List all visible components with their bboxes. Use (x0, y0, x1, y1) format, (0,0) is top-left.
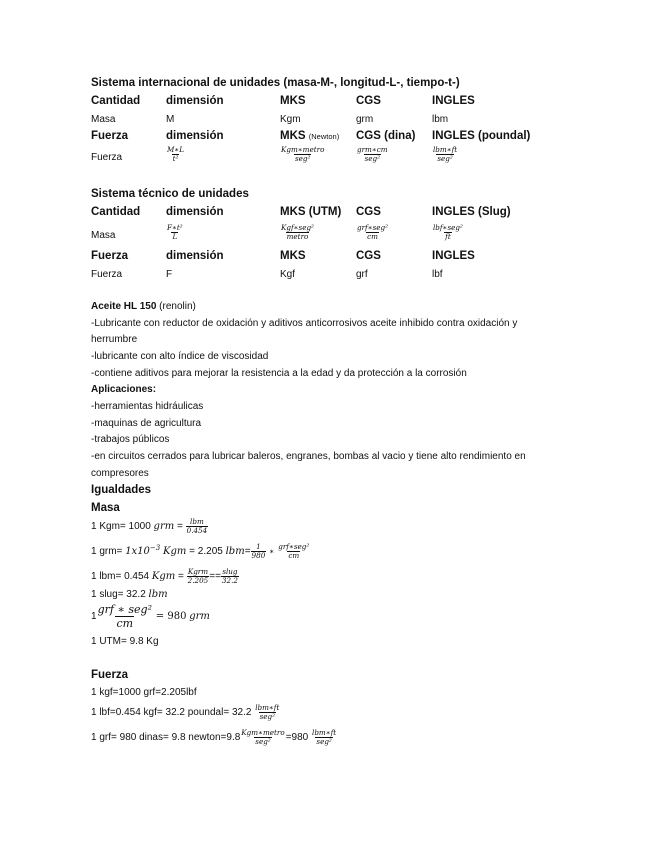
oil-app-4: -en circuitos cerrados para lubricar baleros, engranes, bombas al vacio y tiene alto rendimiento en (91, 451, 526, 462)
frac-den: seg² (255, 737, 271, 746)
eq-fuerza-line-1: 1 kgf=1000 grf=2.205lbf (91, 687, 197, 698)
si-col-cantidad: Cantidad (91, 95, 141, 107)
tech-col-ingles: INGLES (Slug) (432, 206, 511, 218)
frac-den: L (172, 232, 178, 242)
tech-masa-frac-dim (166, 224, 184, 242)
frac-den: 0.454 (186, 526, 208, 535)
oil-apps-title: Aplicaciones: (91, 384, 157, 395)
oil-app-5: compresores (91, 468, 149, 479)
tech-masa-frac-cgs (356, 224, 389, 242)
eq-text: 1 Kgm= 1000 (91, 521, 151, 533)
tech-fuerza-dimension: dimensión (166, 250, 224, 262)
tech-masa-frac-mks (280, 224, 315, 242)
frac-num: Kgm∗metro (281, 145, 325, 155)
eq-text: 1 lbm= 0.454 (91, 571, 150, 583)
frac-num: grf∗seg² (278, 542, 310, 551)
frac-num: Kgm∗metro (241, 728, 285, 737)
si-col-ingles: INGLES (432, 95, 475, 107)
frac-den: metro (286, 232, 309, 242)
frac-den: ft (445, 232, 451, 242)
eq-masa-line-5 (91, 603, 210, 630)
si-fuerza-dimension: dimensión (166, 130, 224, 142)
oil-line-1: -Lubricante con reductor de oxidación y aditivos anticorrosivos aceite inhibido contra oxidación y (91, 318, 518, 329)
tech-masa-frac-ingles (432, 224, 464, 242)
frac-num: grf ∗ seg² (97, 603, 153, 616)
eq-unit: Kgm (151, 571, 176, 583)
si-fuerza-frac-ingles (432, 146, 458, 164)
frac-num: Kgf∗seg² (281, 223, 314, 233)
si-row-masa-mks: Kgm (280, 114, 301, 125)
eq-masa-line-3 (91, 568, 239, 585)
eq-fuerza-line-3 (91, 729, 337, 746)
oil-title (91, 299, 196, 316)
frac-den: cm (288, 551, 300, 560)
si-fuerza-cgs: CGS (dina) (356, 130, 416, 142)
eq-masa-title: Masa (91, 502, 120, 514)
eq-text: 1 lbf=0.454 kgf= 32.2 poundal= 32.2 (91, 707, 252, 719)
tech-row-fuerza-dim: F (166, 269, 173, 280)
eq-text: =980 (285, 732, 309, 744)
tech-fuerza-ingles: INGLES (432, 250, 475, 262)
tech-fuerza-cgs: CGS (356, 250, 381, 262)
tech-row-fuerza-ingles: lbf (432, 269, 443, 280)
oil-app-1: -herramientas hidráulicas (91, 401, 204, 412)
tech-col-cgs: CGS (356, 206, 381, 218)
frac-den: seg² (364, 154, 381, 164)
frac-num: lbm∗ft (433, 145, 458, 155)
si-col-mks: MKS (280, 95, 306, 107)
eq-masa-line-6: 1 UTM= 9.8 Kg (91, 636, 159, 647)
frac-den: cm (116, 617, 134, 630)
oil-title-bold: Aceite HL 150 (91, 301, 157, 312)
frac-num: lbm (190, 517, 204, 526)
eq-fuerza-title: Fuerza (91, 669, 129, 681)
frac-num: 1 (256, 542, 261, 551)
oil-line-2: herrumbre (91, 334, 138, 345)
tech-row-fuerza-mks: Kgf (280, 269, 296, 280)
frac-num: F∗t² (167, 223, 183, 233)
si-fuerza-frac-mks (280, 146, 325, 164)
tech-col-mks: MKS (UTM) (280, 206, 342, 218)
frac-den: t² (172, 154, 179, 164)
frac-den: cm (367, 232, 378, 242)
frac-num: Kgrm (187, 567, 209, 576)
frac-den: seg² (437, 154, 453, 164)
frac-den: seg² (259, 712, 275, 721)
oil-app-2: -maquinas de agricultura (91, 418, 202, 429)
oil-app-3: -trabajos públicos (91, 434, 170, 445)
tech-fuerza-header: Fuerza (91, 250, 129, 262)
si-fuerza-frac-cgs (356, 146, 389, 164)
si-row-masa-label: Masa (91, 114, 116, 125)
si-row-masa-cgs: grm (356, 114, 374, 125)
si-col-cgs: CGS (356, 95, 381, 107)
eq-unit: lbm (148, 589, 168, 600)
si-row-masa-ingles: lbm (432, 114, 449, 125)
si-row-fuerza-label: Fuerza (91, 152, 123, 163)
eq-unit: grm (153, 521, 175, 533)
tech-row-fuerza-label: Fuerza (91, 269, 123, 280)
eq-math: 1x10 (125, 546, 150, 558)
eq-sign: = 2.205 (189, 546, 223, 558)
eq-masa-line-1 (91, 518, 208, 535)
tech-title: Sistema técnico de unidades (91, 188, 249, 200)
tech-col-cantidad: Cantidad (91, 206, 141, 218)
eq-masa-line-2 (91, 543, 310, 560)
frac-den: seg² (294, 154, 311, 164)
frac-num: grf∗seg² (357, 223, 389, 233)
eq-text: 1 grf= 980 dinas= 9.8 newton=9.8 (91, 732, 241, 744)
frac-num: lbm∗ft (312, 728, 337, 737)
eq-exponent: −3 (149, 543, 161, 552)
frac-num: slug (222, 567, 238, 576)
eq-masa-line-4 (91, 589, 168, 600)
eq-sign: = (178, 571, 184, 583)
eq-unit: Kgm (163, 546, 187, 558)
si-fuerza-header: Fuerza (91, 130, 129, 142)
si-fuerza-mks-note: (Newton) (308, 132, 340, 141)
si-fuerza-mks (280, 130, 339, 142)
si-title: Sistema internacional de unidades (masa-M-, longitud-L-, tiempo-t-) (91, 77, 460, 89)
eq-sign: = (244, 546, 251, 558)
oil-line-3: -lubricante con alto índice de viscosidad (91, 351, 269, 362)
oil-title-rest: (renolin) (156, 301, 196, 312)
eq-star: ∗ (269, 547, 275, 557)
si-col-dimension: dimensión (166, 95, 224, 107)
frac-num: lbf∗seg² (433, 223, 463, 233)
si-fuerza-mks-label: MKS (280, 130, 306, 142)
tech-fuerza-mks: MKS (280, 250, 306, 262)
si-fuerza-ingles: INGLES (poundal) (432, 130, 531, 142)
frac-num: lbm∗ft (255, 703, 280, 712)
eq-text: 1 grm= (91, 546, 123, 558)
tech-row-masa-label: Masa (91, 230, 116, 241)
oil-line-4: -contiene aditivos para mejorar la resistencia a la edad y da protección a la corrosión (91, 368, 467, 379)
si-row-masa-dim: M (166, 114, 175, 125)
eq-title: Igualdades (91, 484, 152, 496)
frac-num: grm∗cm (357, 145, 388, 155)
eq-fuerza-line-2 (91, 704, 280, 721)
tech-col-dimension: dimensión (166, 206, 224, 218)
si-fuerza-frac-dim (166, 146, 185, 164)
frac-num: M∗L (167, 145, 185, 155)
frac-den: seg² (316, 737, 332, 746)
eq-unit: lbm (225, 546, 245, 558)
eq-text: 1 (91, 611, 97, 623)
eq-sign: = (177, 521, 183, 533)
eq-unit: grm (189, 611, 210, 623)
eq-text: 1 slug= 32.2 (91, 589, 146, 600)
tech-row-fuerza-cgs: grf (356, 269, 368, 280)
frac-den: 32.2 (221, 576, 238, 585)
frac-den: 2.205 (187, 576, 209, 585)
eq-sign: == (209, 571, 221, 583)
frac-den: 980 (251, 551, 266, 560)
eq-sign: = 980 (155, 611, 187, 623)
